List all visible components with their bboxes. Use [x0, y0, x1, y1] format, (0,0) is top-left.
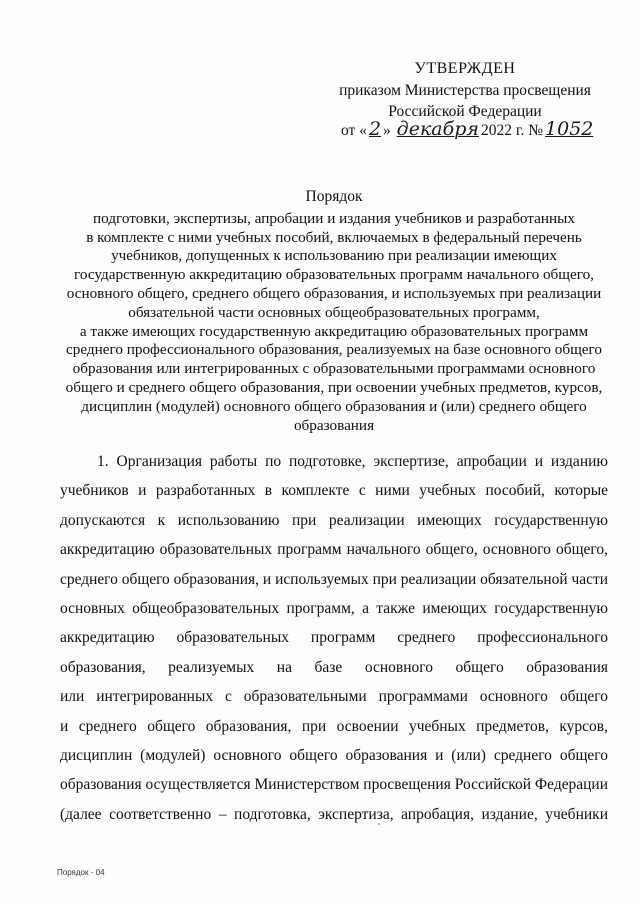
- title-line: образования: [293, 416, 375, 434]
- date-mid: »: [383, 122, 391, 139]
- approval-date-line: [341, 118, 595, 140]
- approval-stamp-block: [330, 58, 600, 122]
- title-line: образования или интегрированных с образовательными программами основного: [72, 360, 596, 378]
- title-line: подготовки, экспертизы, апробации и издания учебников и разработанных: [93, 209, 575, 227]
- handwritten-month: декабря: [396, 118, 479, 140]
- body-line: или интегрированных с образовательными программами основного общего: [60, 688, 608, 706]
- year-text: 2022 г. №: [480, 122, 544, 139]
- title-line: учебников, допущенных к использованию при реализации имеющих: [111, 247, 557, 265]
- handwritten-number: 1052: [545, 118, 594, 140]
- approval-line-2: Российской Федерации: [388, 103, 542, 120]
- body-line: учебников и разработанных в комплекте с ними учебных пособий, которые: [60, 482, 608, 500]
- title-line: а также имеющих государственную аккредитацию образовательных программ: [79, 322, 589, 340]
- body-line: (далее соответственно – подготовка, экспертиза, апробация, издание, учебники: [60, 805, 608, 823]
- footer-code: Порядок - 04: [57, 868, 105, 877]
- body-paragraph: [60, 447, 608, 829]
- approved-label: УТВЕРЖДЕН: [414, 60, 516, 77]
- date-prefix: от «: [341, 122, 367, 139]
- approval-line-1: приказом Министерства просвещения: [339, 82, 591, 99]
- scan-speck: [378, 823, 380, 825]
- body-line: и среднего общего образования, при освоении учебных предметов, курсов,: [60, 717, 608, 735]
- title-line: основного общего, среднего общего образования, и используемых при реализации: [66, 284, 602, 302]
- body-line: среднего общего образования, и используемых при реализации обязательной части: [60, 570, 608, 588]
- title-heading: Порядок: [305, 188, 363, 205]
- title-line: обязательной части основных общеобразовательных программ,: [128, 303, 540, 321]
- title-line: среднего профессионального образования, реализуемых на базе основного общего: [66, 341, 602, 359]
- body-line: образования осуществляется Министерством просвещения Российской Федерации: [60, 776, 608, 794]
- title-line: общего и среднего общего образования, при освоении учебных предметов, курсов,: [65, 378, 603, 396]
- document-title: [60, 188, 608, 435]
- body-line: аккредитацию образовательных программ среднего профессионального: [60, 629, 608, 647]
- body-line: допускаются к использованию при реализации имеющих государственную: [60, 511, 608, 529]
- title-line: государственную аккредитацию образовательных программ начального общего,: [74, 266, 594, 284]
- handwritten-day: 2: [368, 118, 382, 140]
- body-line: образования, реализуемых на базе основного общего образования: [60, 658, 608, 676]
- title-line: дисциплин (модулей) основного общего образования и (или) среднего общего: [81, 397, 587, 415]
- body-line: основных общеобразовательных программ, а также имеющих государственную: [60, 599, 608, 617]
- body-line: дисциплин (модулей) основного общего образования и (или) среднего общего: [60, 746, 608, 764]
- body-line: аккредитацию образовательных программ начального общего, основного общего,: [60, 541, 608, 559]
- title-line: в комплекте с ними учебных пособий, включаемых в федеральный перечень: [86, 228, 582, 246]
- body-line: 1. Организация работы по подготовке, экспертизе, апробации и изданию: [97, 453, 608, 470]
